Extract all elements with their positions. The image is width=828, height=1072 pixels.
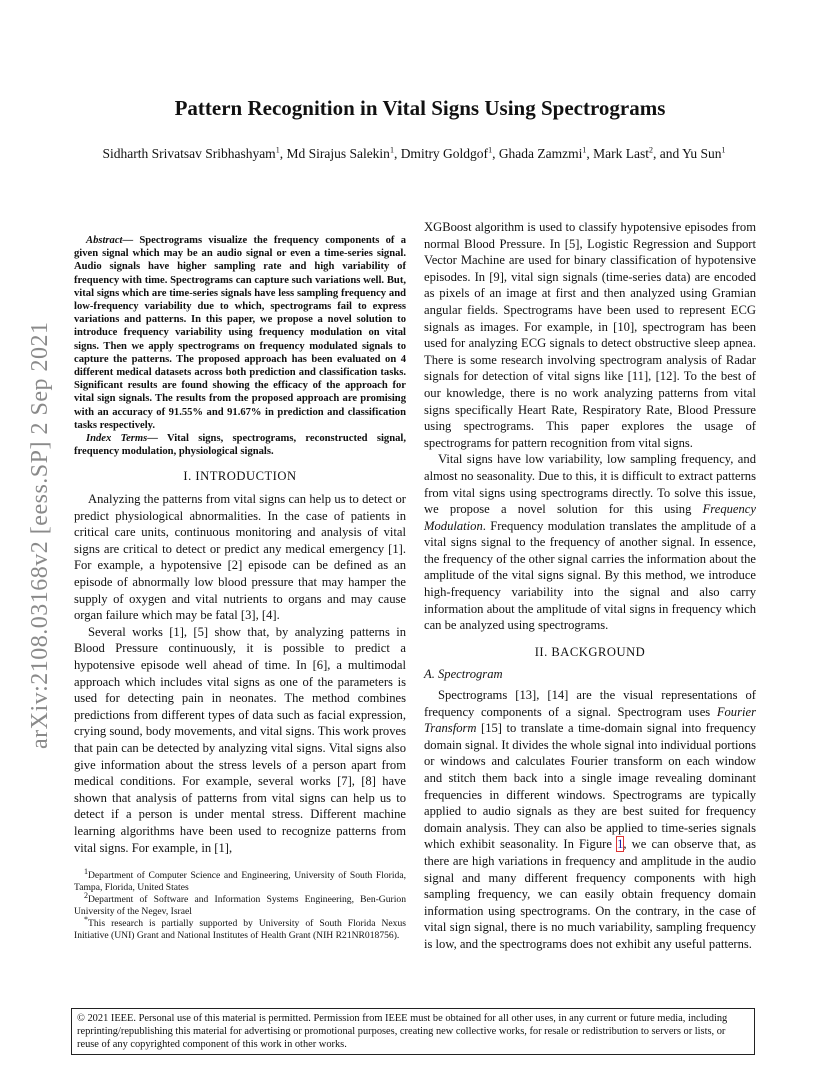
abstract-label: Abstract: [86, 235, 123, 246]
abstract: [74, 234, 406, 432]
author-separator: ,: [393, 146, 401, 161]
author: Mark Last: [593, 146, 650, 161]
affiliation-mark: 1: [582, 145, 587, 155]
author: Dmitry Goldgof: [400, 146, 489, 161]
text-run: [15] to translate a time-domain signal into frequency domain signal. It divides the whole signal into individual portions or windows and calculates Fourier transform on each window and stitch them back into a single image revealing dominant frequencies in different windows. Spectrograms are typically applied to audio signals as they are best suited for frequency domain analysis. They can also be applied to time-series signals which exhibit seasonality. In Figure: [424, 721, 756, 852]
paragraph: [424, 687, 756, 953]
affiliation-mark: 2: [649, 145, 654, 155]
affiliation-mark: 1: [389, 145, 394, 155]
figure-reference-link[interactable]: 1: [617, 837, 624, 852]
author-separator: ,: [586, 146, 594, 161]
footnote: [74, 890, 406, 918]
arxiv-identifier: arXiv:2108.03168v2 [eess.SP] 2 Sep 2021: [27, 321, 53, 749]
footnote-text: This research is partially supported by University of South Florida Nexus Initiative (UNI) Grant and National Institutes of Health Grant (NIH R21NR018756).: [74, 918, 406, 942]
author: Ghada Zamzmi: [498, 146, 583, 161]
footnote-mark: *: [84, 914, 88, 924]
copyright-notice: © 2021 IEEE. Personal use of this material is permitted. Permission from IEEE must be obtained for all other uses, in any current or future media, including reprinting/republishing this material for advertising or promotional purposes, creating new collective works, for resale or redistribution to servers or lists, or reuse of any copyrighted component of this work in other works.: [71, 1008, 755, 1055]
affiliation-mark: 1: [721, 145, 726, 155]
author-separator: ,: [279, 146, 287, 161]
author: Sidharth Srivatsav Sribhashyam: [102, 146, 276, 161]
footnote-text: Department of Software and Information Systems Engineering, Ben-Gurion University of the Negev, Israel: [74, 894, 406, 918]
paragraph: [424, 451, 756, 634]
right-column: [424, 219, 756, 953]
author: Yu Sun: [682, 146, 722, 161]
footnote-mark: 2: [84, 890, 88, 900]
abstract-text: — Spectrograms visualize the frequency components of a given signal which may be an audio signal or even a time-series signal. Audio signals have higher sampling rate and high variability of frequency with time. Spectrograms can capture such variations well. But, vital signs which are time-series signals have less sampling frequency and low-frequency variability due to which, spectrograms fail to express variations and patterns. In this paper, we propose a novel solution to introduce frequency variability using frequency modulation on vital signs. Then we apply spectrograms on frequency modulated signals to capture the patterns. The proposed approach has been evaluated on 4 different medical datasets across both prediction and classification tasks. Significant results are found showing the efficacy of the approach for vital sign signals. The results from the proposed approach are promising with an accuracy of 91.55% and 91.67% in prediction and classification tasks respectively.: [74, 235, 406, 431]
affiliation-mark: 1: [488, 145, 493, 155]
affiliation-mark: 1: [275, 145, 280, 155]
emphasis-term: Frequency Modulation: [424, 502, 756, 533]
author: Md Sirajus Salekin: [286, 146, 390, 161]
author-separator: , and: [653, 146, 683, 161]
footnote-text: Department of Computer Science and Engineering, University of South Florida, Tampa, Florida, United States: [74, 870, 406, 894]
subsection-heading-spectrogram: A. Spectrogram: [424, 667, 503, 682]
paragraph: Analyzing the patterns from vital signs can help us to detect or predict physiological abnormalities. In the case of patients in critical care units, continuous monitoring and analysis of vital signs are critical to detect or predict any medical emergency [1]. For example, a hypotensive [2] episode can be defined as an episode of abnormally low blood pressure that may hamper the supply of oxygen and vital nutrients to organs and may cause organ failure which may be fatal [3], [4].: [74, 492, 406, 623]
text-run: . Frequency modulation translates the amplitude of a vital signs signal to the frequency of another signal. In essence, the frequency of the other signal carries the information about the amplitude of the vital signs signal. By this method, we introduce high-frequency variability into the signal and also carry information about the amplitude of vital signs in frequency which can be analyzed using spectrograms.: [424, 518, 756, 633]
paper-title: Pattern Recognition in Vital Signs Using Spectrograms: [174, 96, 666, 120]
author-separator: ,: [492, 146, 499, 161]
text-run: Spectrograms [13], [14] are the visual representations of frequency components of a signal. Spectrogram uses: [424, 688, 756, 719]
footnote: [74, 866, 406, 894]
left-column: [74, 220, 406, 942]
footnotes: [74, 866, 406, 942]
section-heading-introduction: I. INTRODUCTION: [183, 469, 297, 484]
paragraph: XGBoost algorithm is used to classify hypotensive episodes from normal Blood Pressure. In [5], Logistic Regression and Support Vector Machine are used for binary classification of hypotensive episodes. In [9], vital sign signals (time-series data) are encoded as pixels of an image at first and then analyzed using Gramian angular fields. Spectrograms have been used to represent ECG signals as images. For example, in [10], spectrogram has been used for analyzing ECG signals to detect obstructive sleep apnea. There is some research involving spectrogram analysis of Radar signals for detection of vital signs like [11], [12]. To the best of our knowledge, there is no work analyzing patterns from vital signs specifically Heart Rate, Respiratory Rate, Blood Pressure using spectrograms. This paper explores the usage of spectrograms for pattern recognition from vital signs.: [424, 220, 756, 450]
paragraph: Several works [1], [5] show that, by analyzing patterns in Blood Pressure continuously, it is possible to predict a hypotensive episode well ahead of time. In [6], a multimodal approach which includes vital signs as one of the parameters is used for detecting pain in neonates. The method combines predictions from different types of data such as facial expression, crying sound, body movements, and vital signs. This work proves that pain can be detected by analyzing vital signs. Vital signs also give information about the stress levels of a person apart from medical conditions. For example, several works [7], [8] have shown that analysis of patterns from vital signs can help us to detect if a person is under mental stress. Different machine learning algorithms have been used to recognize patterns from vital signs. For example, in [1],: [74, 624, 406, 855]
emphasis-term: Fourier Transform: [424, 704, 756, 736]
index-terms-text: — Vital signs, spectrograms, reconstructed signal, frequency modulation, physiological signals.: [74, 433, 406, 458]
index-terms-label: Index Terms: [86, 433, 148, 445]
footnote: [74, 914, 406, 942]
index-terms: [74, 432, 406, 458]
footnote-mark: 1: [84, 866, 88, 876]
text-run: Vital signs have low variability, low sampling frequency, and almost no seasonality. Due to this, it is difficult to extract patterns from vital signs using spectrograms directly. To solve this issue, we propose a novel solution for this using: [424, 452, 756, 517]
text-run: , we can observe that, as there are high variations in frequency and amplitude in the audio signal and many different frequency components with high sampling frequency, we can easily obtain frequency domain information using spectrograms. On the contrary, in the case of vital sign signal, there is no much variability, sampling frequency is low, and the spectrograms does not exhibit any useful patterns.: [424, 837, 756, 951]
author-list: [74, 145, 754, 162]
section-heading-background: II. BACKGROUND: [534, 644, 646, 659]
